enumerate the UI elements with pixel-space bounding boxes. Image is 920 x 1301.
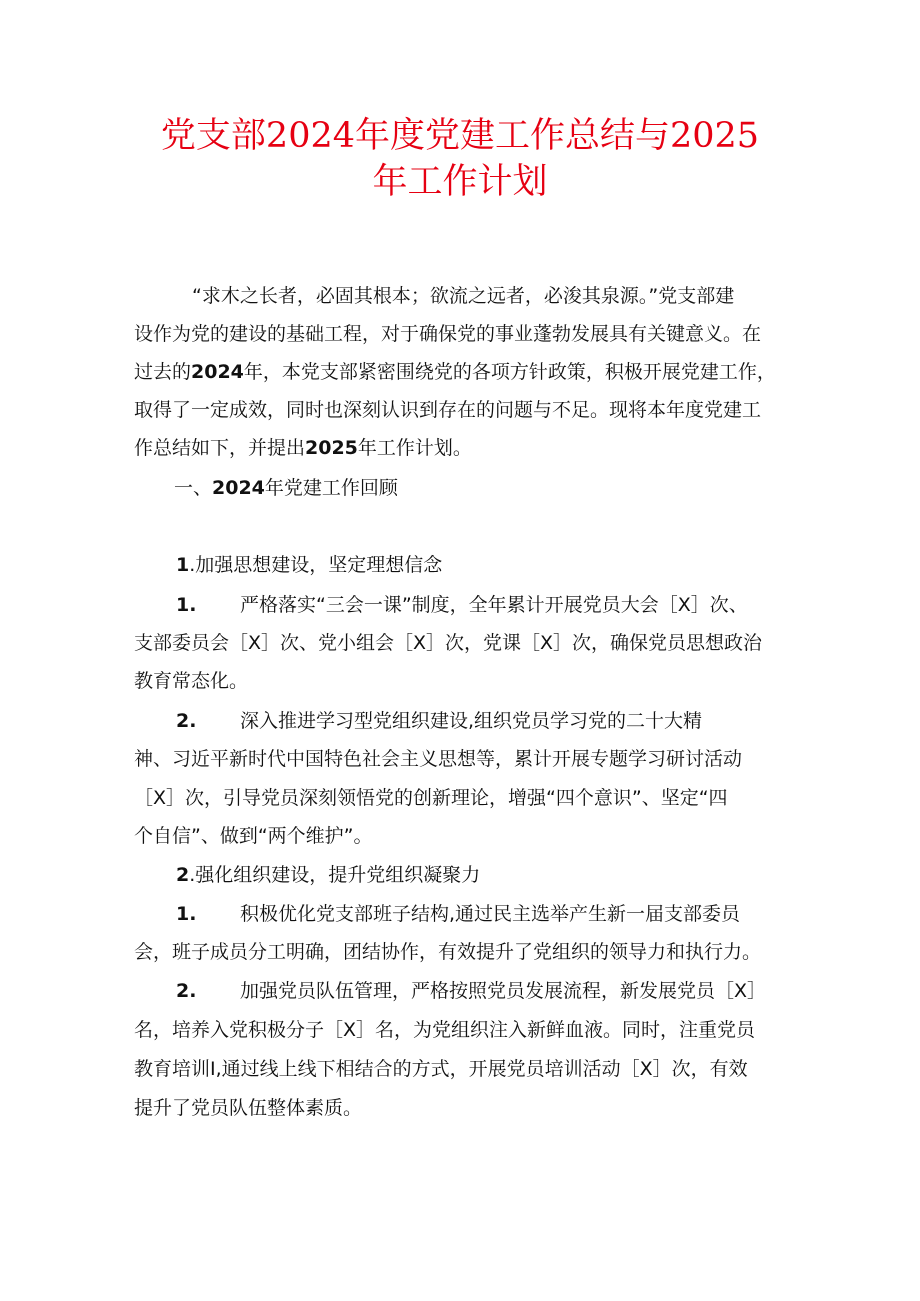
sub2-item2-line-1: 2. 加强党员队伍管理，严格按照党员发展流程，新发展党员［X］ (176, 980, 767, 1002)
sub1-item1-line-3: 教育常态化。 (134, 670, 249, 692)
sub1-item2-line-2: 神、习近平新时代中国特色社会主义思想等，累计开展专题学习研讨活动 (134, 748, 743, 770)
sub1-item2-line-3: ［X］次，引导党员深刻领悟党的创新理论，增强“四个意识”、坚定“四 (134, 787, 728, 809)
intro-line-5: 作总结如下，并提出2025年工作计划。 (134, 437, 472, 459)
intro-line-3: 过去的2024年，本党支部紧密围绕党的各项方针政策，积极开展党建工作， (134, 361, 776, 383)
intro-line-2: 设作为党的建设的基础工程，对于确保党的事业蓬勃发展具有关键意义。在 (134, 323, 762, 345)
sub1-item2-line-4: 个自信”、做到“两个维护”。 (134, 825, 373, 847)
sub1-item1-line-1: 1. 严格落实“三会一课”制度，全年累计开展党员大会［X］次、 (176, 594, 748, 616)
sub1-item1-line-2: 支部委员会［X］次、党小组会［X］次，党课［X］次，确保党员思想政治 (134, 632, 763, 654)
subsection-heading-1: 1.加强思想建设，坚定理想信念 (176, 554, 443, 576)
section-heading-1: 一、2024年党建工作回顾 (174, 477, 398, 499)
document-title (120, 113, 800, 205)
sub2-item1-line-1: 1. 积极优化党支部班子结构,通过民主选举产生新一届支部委员 (176, 903, 741, 925)
sub2-item2-line-4: 提升了党员队伍整体素质。 (134, 1097, 363, 1119)
sub2-item2-line-2: 名，培养入党积极分子［X］名，为党组织注入新鲜血液。同时，注重党员 (134, 1019, 756, 1041)
sub2-item2-line-3: 教育培训I,通过线上线下相结合的方式，开展党员培训活动［X］次，有效 (134, 1058, 748, 1080)
sub2-item1-line-2: 会，班子成员分工明确，团结协作，有效提升了党组织的领导力和执行力。 (134, 941, 762, 963)
intro-line-1: “求木之长者，必固其根本；欲流之远者，必浚其泉源。”党支部建 (192, 285, 735, 307)
subsection-heading-2: 2.强化组织建设，提升党组织凝聚力 (176, 864, 481, 886)
intro-line-4: 取得了一定成效，同时也深刻认识到存在的问题与不足。现将本年度党建工 (134, 399, 762, 421)
title-line-1: 党支部2024年度党建工作总结与2025 (160, 116, 760, 156)
title-line-2: 年工作计划 (372, 162, 548, 202)
sub1-item2-line-1: 2. 深入推进学习型党组织建设,组织党员学习党的二十大精 (176, 710, 703, 732)
